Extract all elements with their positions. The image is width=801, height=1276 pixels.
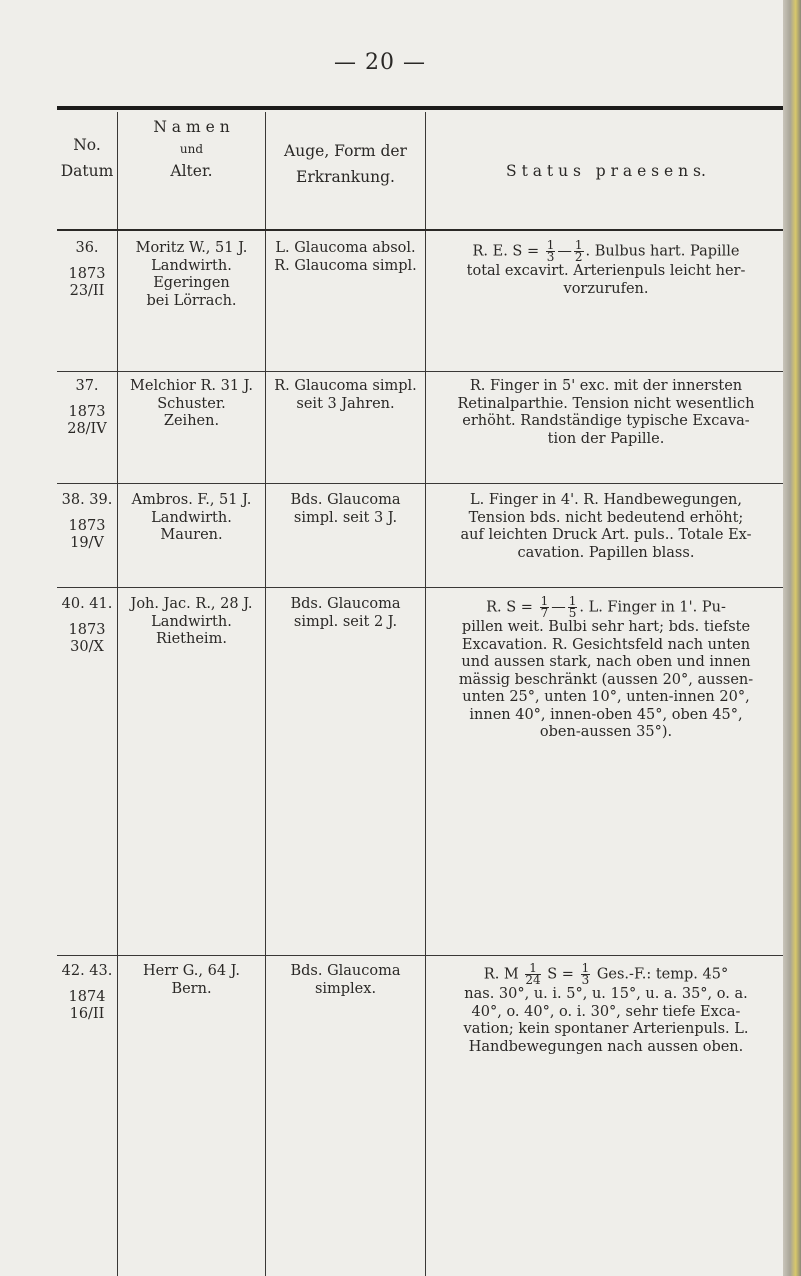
fraction: [525, 963, 540, 986]
header-name: [118, 116, 265, 182]
fraction-denominator: 7: [540, 606, 549, 620]
fraction-numerator: 1: [546, 238, 555, 252]
status-line: tion der Papille.: [547, 430, 665, 447]
status-line: R. Finger in 5' exc. mit der innersten: [469, 378, 743, 394]
row-divider: [57, 371, 787, 372]
patient-place-detail: bei Lörrach.: [146, 292, 237, 309]
row-divider: [57, 955, 787, 956]
status-line: und aussen stark, nach oben und innen: [461, 654, 751, 670]
row-4-number: [57, 596, 117, 657]
row-divider: [57, 483, 787, 484]
case-number: 36.: [75, 240, 99, 256]
header-rule: [57, 229, 787, 231]
patient-place: Zeihen.: [163, 413, 220, 429]
row-divider: [57, 587, 787, 588]
patient-occupation: Landwirth.: [151, 509, 232, 526]
status-line: unten 25°, unten 10°, unten-innen 20°,: [462, 689, 750, 705]
header-alter-line: Alter.: [170, 162, 213, 180]
row-4-eye: [266, 596, 425, 631]
row-4-name: [118, 596, 265, 649]
case-year: 1873: [68, 403, 106, 420]
row-5-number: [57, 963, 117, 1024]
fraction-numerator: 1: [574, 238, 583, 252]
status-line: nas. 30°, u. i. 5°, u. 15°, u. a. 35°, o. a.: [464, 986, 748, 1002]
case-year: 1874: [68, 988, 106, 1005]
header-eye: [266, 138, 425, 190]
fraction: [581, 963, 591, 986]
case-number: 42. 43.: [61, 963, 113, 979]
header-und-line: und: [179, 142, 204, 156]
diagnosis-line: Bds. Glaucoma: [290, 596, 401, 612]
fraction: [568, 596, 578, 619]
patient-occupation: Landwirth.: [151, 613, 232, 630]
row-3-name: [118, 492, 265, 545]
patient-place: Bern.: [171, 980, 212, 997]
fraction-numerator: 1: [581, 961, 590, 975]
diagnosis-line: L. Glaucoma absol.: [275, 240, 416, 256]
patient-place: Rietheim.: [156, 631, 227, 647]
case-number: 40. 41.: [61, 596, 113, 612]
fraction: [574, 240, 584, 263]
diagnosis-line: seit 3 Jahren.: [296, 395, 395, 412]
diagnosis-line: Bds. Glaucoma: [290, 963, 401, 979]
status-line: 40°, o. 40°, o. i. 30°, sehr tiefe Exca-: [471, 1003, 741, 1020]
row-4-status: R. S = $\frac{1}{7}$ — $\frac{1}{5}$ . L. Finger in 1'. Pu- pillen weit. Bulbi sehr hart; bds. tiefste Excavation. R. Gesichtsfeld nach unten und aussen stark, nach oben und innen mässig beschränkt (aussen 20°, aussen- unten 25°, unten 10°, unten-innen 20°, innen 40°, innen-oben 45°, oben 45°, oben-aussen 35°).: [431, 596, 781, 742]
status-line: Excavation. R. Gesichtsfeld nach unten: [461, 636, 751, 653]
status-line: L. Finger in 4'. R. Handbewegungen,: [470, 492, 742, 508]
status-line: pillen weit. Bulbi sehr hart; bds. tiefste: [461, 619, 751, 635]
row-2-status: [431, 378, 781, 448]
fraction-denominator: 5: [568, 606, 577, 620]
row-5-eye: [266, 963, 425, 998]
diagnosis-line: R. Glaucoma simpl.: [274, 378, 417, 394]
diagnosis-line: Bds. Glaucoma: [290, 492, 401, 508]
status-line: Tension bds. nicht bedeutend erhöht;: [468, 509, 744, 526]
diagnosis-line: simpl. seit 3 J.: [293, 509, 398, 526]
fraction-numerator: 1: [540, 594, 549, 608]
fraction-denominator: 3: [546, 250, 555, 264]
row-5-name: [118, 963, 265, 998]
row-2-number: [57, 378, 117, 439]
row-1-status: R. E. S = $\frac{1}{3}$ — $\frac{1}{2}$ . Bulbus hart. Papille total excavirt. Arterienpuls leicht her- vorzurufen.: [431, 240, 781, 298]
fraction-denominator: 2: [574, 250, 583, 264]
status-line: mässig beschränkt (aussen 20°, aussen-: [458, 671, 754, 688]
fraction-denominator: 24: [525, 973, 541, 987]
case-year: 1873: [68, 517, 106, 534]
status-line: cavation. Papillen blass.: [517, 544, 695, 561]
row-3-status: [431, 492, 781, 562]
column-divider: [265, 112, 266, 1276]
row-2-name: [118, 378, 265, 431]
patient-name: Moritz W., 51 J.: [135, 240, 248, 256]
patient-name: Joh. Jac. R., 28 J.: [130, 596, 253, 612]
header-eye-line: Auge, Form der: [284, 142, 407, 160]
status-line: Bulbus hart. Papille: [594, 243, 740, 260]
case-date: 19/V: [70, 535, 104, 551]
row-5-status: [431, 963, 781, 1056]
diagnosis-line: simpl. seit 2 J.: [293, 613, 398, 630]
status-line: L. Finger in 1'. Pu-: [588, 599, 726, 616]
table-top-rule: [57, 106, 787, 110]
status-line: total excavirt. Arterienpuls leicht her-: [466, 263, 746, 279]
patient-name: Melchior R. 31 J.: [130, 378, 253, 394]
status-mid: S =: [547, 966, 574, 983]
case-date: 23/II: [69, 283, 105, 299]
status-line: vation; kein spontaner Arterienpuls. L.: [463, 1021, 749, 1037]
row-1-name: [118, 240, 265, 310]
case-year: 1873: [68, 265, 106, 282]
status-line: vorzurufen.: [563, 280, 649, 297]
case-number: 38. 39.: [61, 492, 113, 508]
page-edge: [783, 0, 801, 1276]
fraction-numerator: 1: [525, 963, 540, 975]
page-number: — 20 —: [334, 50, 426, 75]
status-line: Retinalparthie. Tension nicht wesentlich: [457, 395, 755, 412]
row-1-number: [57, 240, 117, 301]
header-no-line: No.: [73, 136, 101, 154]
diagnosis-line: R. Glaucoma simpl.: [274, 257, 417, 274]
status-line: oben-aussen 35°).: [539, 724, 673, 740]
header-date-line: Datum: [60, 162, 114, 180]
case-date: 28/IV: [67, 421, 107, 437]
fraction: [540, 596, 550, 619]
row-3-eye: [266, 492, 425, 527]
case-date: 16/II: [69, 1006, 105, 1022]
header-disease-line: Erkrankung.: [296, 168, 395, 186]
row-2-eye: [266, 378, 425, 413]
diagnosis-line: simplex.: [314, 980, 377, 997]
row-3-number: [57, 492, 117, 553]
header-name-line: N a m e n: [153, 118, 230, 136]
status-prefix: R. E. S =: [472, 243, 540, 260]
patient-place: Egeringen: [153, 275, 230, 291]
patient-occupation: Schuster.: [157, 395, 226, 412]
status-line: Handbewegungen nach aussen oben.: [468, 1038, 744, 1055]
case-year: 1873: [68, 621, 106, 638]
status-line: innen 40°, innen-oben 45°, oben 45°,: [469, 706, 743, 723]
patient-name: Ambros. F., 51 J.: [131, 492, 252, 508]
patient-occupation: Landwirth.: [151, 257, 232, 274]
status-prefix: R. M: [483, 966, 519, 983]
column-divider: [425, 112, 426, 1276]
status-line: auf leichten Druck Art. puls.. Totale Ex-: [460, 527, 752, 543]
header-status: S t a t u s p r a e s e n s.: [506, 162, 706, 180]
fraction-numerator: 1: [568, 594, 577, 608]
row-1-eye: [266, 240, 425, 275]
patient-name: Herr G., 64 J.: [143, 963, 240, 979]
header-no: [57, 132, 117, 184]
status-line: erhöht. Randständige typische Excava-: [462, 413, 750, 429]
case-date: 30/X: [70, 639, 104, 655]
fraction: [546, 240, 556, 263]
status-line: Ges.-F.: temp. 45°: [596, 966, 729, 983]
fraction-denominator: 3: [581, 973, 590, 987]
patient-place: Mauren.: [160, 527, 223, 543]
case-number: 37.: [75, 378, 99, 394]
status-prefix: R. S =: [486, 599, 533, 616]
